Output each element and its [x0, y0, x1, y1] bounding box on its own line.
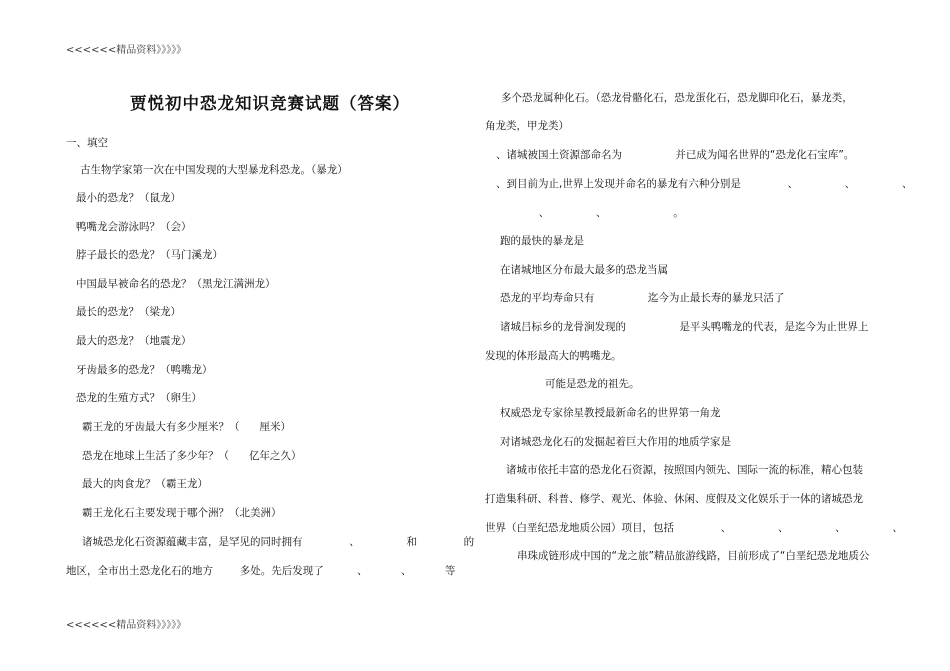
question-line: 诸城恐龙化石资源蕴藏丰富，是罕见的同时拥有 、 和 的	[82, 536, 475, 548]
question-line: 跑的最快的暴龙是	[500, 235, 584, 247]
question-line: 、到目前为止,世界上发现并命名的暴龙有六种分别是 、 、 、	[496, 178, 913, 190]
question-line: 串珠成链形成中国的“龙之旅”精品旅游线路，目前形成了“白垩纪恐龙地质公	[517, 550, 870, 562]
question-line: 中国最早被命名的恐龙？（黑龙江满洲龙）	[76, 278, 276, 290]
page-title: 贾悦初中恐龙知识竞赛试题（答案）	[130, 94, 410, 113]
question-line: 对诸城恐龙化石的发掘起着巨大作用的地质学家是	[500, 436, 731, 448]
section-heading: 一、填空	[66, 137, 108, 149]
question-line: 打造集科研、科普、修学、观光、体验、休闲、度假及文化娱乐于一体的诸城恐龙	[485, 493, 863, 505]
question-line: 可能是恐龙的祖先。	[545, 378, 640, 390]
question-line: 恐龙在地球上生活了多少年？（ 亿年之久）	[82, 450, 302, 462]
question-line: 诸城市依托丰富的恐龙化石资源，按照国内领先、国际一流的标准，精心包装	[506, 464, 863, 476]
question-line: 角龙类，甲龙类）	[485, 120, 569, 132]
question-line: 恐龙的平均寿命只有 迄今为止最长寿的暴龙只活了	[500, 292, 785, 304]
question-line: 霸王龙的牙齿最大有多少厘米？（ 厘米）	[82, 421, 292, 433]
question-line: 脖子最长的恐龙？（马门溪龙）	[76, 249, 223, 261]
question-line: 最长的恐龙？（梁龙）	[76, 306, 181, 318]
question-line: 恐龙的生殖方式？（卵生）	[76, 392, 202, 404]
question-line: 地区，全市出土恐龙化石的地方 多处。先后发现了 、 、 等	[66, 565, 456, 577]
question-line: 最大的恐龙？（地震龙）	[76, 335, 192, 347]
question-line: 权威恐龙专家徐星教授最新命名的世界第一角龙	[500, 407, 721, 419]
question-line: 古生物学家第一次在中国发现的大型暴龙科恐龙。（暴龙）	[80, 164, 348, 176]
question-line: 、诸城被国土资源部命名为 并已成为闻名世界的“恐龙化石宝库”。	[496, 149, 855, 161]
question-line: 发现的体形最高大的鸭嘴龙。	[485, 350, 622, 362]
question-line: 最小的恐龙？（鼠龙）	[76, 192, 181, 204]
question-line: 、 、 。	[492, 207, 684, 219]
question-line: 霸王龙化石主要发现于哪个洲？（北美洲）	[82, 507, 282, 519]
question-line: 在诸城地区分布最大最多的恐龙当属	[500, 264, 668, 276]
question-line: 鸭嘴龙会游泳吗？（会）	[76, 221, 192, 233]
question-line: 多个恐龙属种化石。（恐龙骨骼化石，恐龙蛋化石，恐龙脚印化石，暴龙类，	[501, 92, 853, 104]
question-line: 诸城吕标乡的龙骨涧发现的 是平头鸭嘴龙的代表，是迄今为止世界上	[500, 321, 869, 333]
page-footer: <<<<<<精品资料》》》》》	[66, 620, 187, 631]
question-line: 世界（白垩纪恐龙地质公园）项目，包括 、 、 、 、	[485, 522, 903, 534]
page-header: <<<<<<精品资料》》》》》	[66, 45, 187, 56]
question-line: 最大的肉食龙？（霸王龙）	[82, 478, 208, 490]
question-line: 牙齿最多的恐龙？（鸭嘴龙）	[76, 364, 213, 376]
